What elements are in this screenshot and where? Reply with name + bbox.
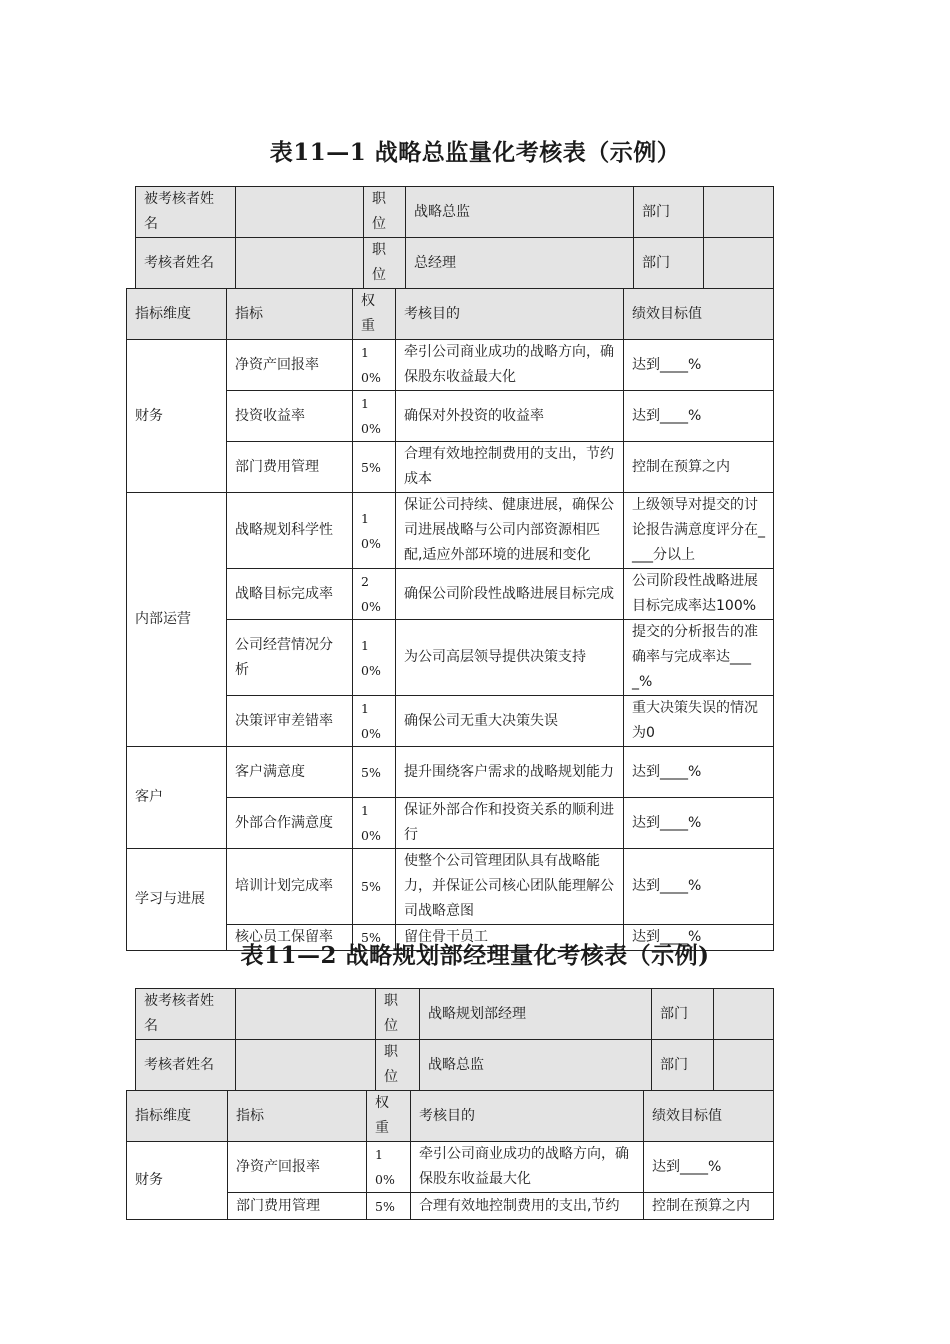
weight-cell: 5%	[367, 1193, 411, 1220]
column-header-target: 绩效目标值	[624, 289, 774, 340]
position-value: 战略总监	[420, 1040, 652, 1091]
purpose-cell: 确保对外投资的收益率	[396, 391, 624, 442]
appraisee-name-label: 被考核者姓名	[136, 187, 236, 238]
column-header-dimension: 指标维度	[127, 1091, 228, 1142]
appraiser-name-field[interactable]	[236, 238, 364, 289]
weight-cell: 5%	[353, 925, 396, 951]
table-row	[127, 493, 774, 569]
indicator-cell: 部门费用管理	[227, 442, 353, 493]
target-cell: 重大决策失误的情况为0	[624, 696, 774, 747]
table-row	[127, 747, 774, 798]
target-cell: 提交的分析报告的准确率与完成率达____%	[624, 620, 774, 696]
table1-kpi-table	[126, 288, 774, 951]
purpose-cell: 牵引公司商业成功的战略方向，确保股东收益最大化	[411, 1142, 644, 1193]
purpose-cell: 保证公司持续、健康进展，确保公司进展战略与公司内部资源相匹配,适应外部环境的进展和变化	[396, 493, 624, 569]
position-value: 战略总监	[406, 187, 634, 238]
column-header-weight: 权重	[353, 289, 396, 340]
dimension-cell: 学习与进展	[127, 849, 227, 951]
target-cell: 达到____%	[624, 849, 774, 925]
appraisee-name-field[interactable]	[236, 187, 364, 238]
table-row	[127, 849, 774, 925]
position-value: 战略规划部经理	[420, 989, 652, 1040]
appraiser-name-label: 考核者姓名	[136, 238, 236, 289]
weight-cell: 10%	[353, 620, 396, 696]
weight-cell: 20%	[353, 569, 396, 620]
purpose-cell: 为公司高层领导提供决策支持	[396, 620, 624, 696]
weight-cell: 5%	[353, 747, 396, 798]
weight-cell: 10%	[353, 391, 396, 442]
department-label: 部门	[652, 1040, 714, 1091]
target-cell: 达到____%	[624, 391, 774, 442]
position-label: 职位	[376, 1040, 420, 1091]
department-label: 部门	[652, 989, 714, 1040]
indicator-cell: 部门费用管理	[228, 1193, 367, 1220]
purpose-cell: 保证外部合作和投资关系的顺利进行	[396, 798, 624, 849]
department-field[interactable]	[714, 1040, 774, 1091]
position-label: 职位	[376, 989, 420, 1040]
weight-cell: 10%	[353, 798, 396, 849]
purpose-cell: 使整个公司管理团队具有战略能力，并保证公司核心团队能理解公司战略意图	[396, 849, 624, 925]
target-cell: 控制在预算之内	[644, 1193, 774, 1220]
table2-kpi-table	[126, 1090, 774, 1220]
appraiser-name-field[interactable]	[236, 1040, 376, 1091]
position-label: 职位	[364, 238, 406, 289]
position-value: 总经理	[406, 238, 634, 289]
weight-cell: 10%	[353, 340, 396, 391]
column-header-purpose: 考核目的	[411, 1091, 644, 1142]
indicator-cell: 客户满意度	[227, 747, 353, 798]
target-cell: 达到____%	[624, 340, 774, 391]
weight-cell: 5%	[353, 442, 396, 493]
table1-header-table	[135, 186, 774, 289]
column-header-dimension: 指标维度	[127, 289, 227, 340]
target-cell: 达到____%	[624, 747, 774, 798]
purpose-cell: 提升围绕客户需求的战略规划能力	[396, 747, 624, 798]
department-label: 部门	[634, 187, 704, 238]
weight-cell: 10%	[367, 1142, 411, 1193]
weight-cell: 10%	[353, 493, 396, 569]
indicator-cell: 外部合作满意度	[227, 798, 353, 849]
table2-header-table	[135, 988, 774, 1091]
dimension-cell: 财务	[127, 340, 227, 493]
column-header-weight: 权重	[367, 1091, 411, 1142]
appraisee-name-field[interactable]	[236, 989, 376, 1040]
weight-cell: 5%	[353, 849, 396, 925]
target-cell: 达到____%	[644, 1142, 774, 1193]
purpose-cell: 合理有效地控制费用的支出,节约	[411, 1193, 644, 1220]
table1-title: 表11—1 战略总监量化考核表（示例）	[269, 139, 681, 166]
indicator-cell: 投资收益率	[227, 391, 353, 442]
indicator-cell: 净资产回报率	[227, 340, 353, 391]
position-label: 职位	[364, 187, 406, 238]
target-cell: 上级领导对提交的讨论报告满意度评分在____分以上	[624, 493, 774, 569]
table2-title: 表11—2 战略规划部经理量化考核表（示例)	[240, 942, 710, 969]
column-header-indicator: 指标	[227, 289, 353, 340]
purpose-cell: 留住骨干员工	[396, 925, 624, 951]
target-cell: 控制在预算之内	[624, 442, 774, 493]
department-label: 部门	[634, 238, 704, 289]
target-cell: 达到____%	[624, 798, 774, 849]
column-header-indicator: 指标	[228, 1091, 367, 1142]
indicator-cell: 决策评审差错率	[227, 696, 353, 747]
table-row	[127, 340, 774, 391]
weight-cell: 10%	[353, 696, 396, 747]
indicator-cell: 公司经营情况分析	[227, 620, 353, 696]
department-field[interactable]	[714, 989, 774, 1040]
indicator-cell: 战略规划科学性	[227, 493, 353, 569]
column-header-target: 绩效目标值	[644, 1091, 774, 1142]
appraiser-name-label: 考核者姓名	[136, 1040, 236, 1091]
department-field[interactable]	[704, 187, 774, 238]
table-row	[127, 1142, 774, 1193]
dimension-cell: 内部运营	[127, 493, 227, 747]
indicator-cell: 核心员工保留率	[227, 925, 353, 951]
dimension-cell: 客户	[127, 747, 227, 849]
indicator-cell: 净资产回报率	[228, 1142, 367, 1193]
department-field[interactable]	[704, 238, 774, 289]
purpose-cell: 牵引公司商业成功的战略方向，确保股东收益最大化	[396, 340, 624, 391]
target-cell: 公司阶段性战略进展目标完成率达100%	[624, 569, 774, 620]
dimension-cell: 财务	[127, 1142, 228, 1220]
column-header-purpose: 考核目的	[396, 289, 624, 340]
appraisee-name-label: 被考核者姓名	[136, 989, 236, 1040]
target-cell: 达到____%	[624, 925, 774, 951]
purpose-cell: 合理有效地控制费用的支出，节约成本	[396, 442, 624, 493]
purpose-cell: 确保公司无重大决策失误	[396, 696, 624, 747]
indicator-cell: 培训计划完成率	[227, 849, 353, 925]
purpose-cell: 确保公司阶段性战略进展目标完成	[396, 569, 624, 620]
indicator-cell: 战略目标完成率	[227, 569, 353, 620]
